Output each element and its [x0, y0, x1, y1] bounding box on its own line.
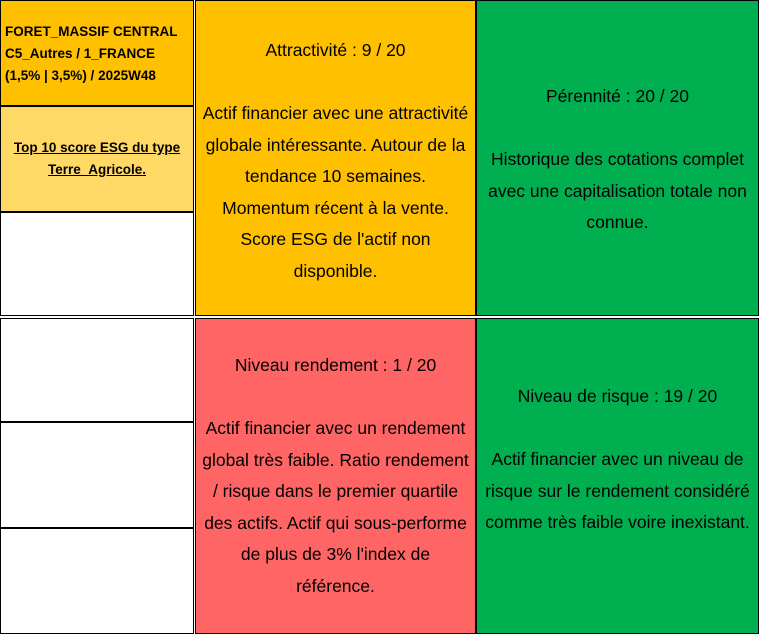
blank-cell-1	[0, 212, 194, 316]
perennite-panel	[476, 0, 759, 316]
rendement-heading: Niveau rendement : 1 / 20	[234, 355, 437, 375]
risque-text: Actif financier avec un niveau de risque sur le rendement considéré comme très faible voire inexistant.	[485, 449, 750, 532]
top10-esg-link-line2[interactable]: Terre_Agricole.	[47, 162, 147, 177]
attractivite-heading: Attractivité : 9 / 20	[265, 40, 406, 60]
blank-cell-2	[0, 318, 194, 422]
rendement-text: Actif financier avec un rendement global très faible. Ratio rendement / risque dans le premier quartile des actifs. Actif qui sous-performe de plus de 3% l'index de référence.	[202, 418, 469, 596]
asset-range-week: (1,5% | 3,5%) / 2025W48	[5, 68, 156, 83]
attractivite-text: Actif financier avec une attractivité globale intéressante. Autour de la tendance 10 semaines. Momentum récent à la vente. Score ESG de l'actif non disponible.	[202, 103, 469, 281]
top10-esg-link[interactable]	[0, 106, 194, 212]
perennite-heading: Pérennité : 20 / 20	[545, 86, 690, 106]
asset-name: FORET_MASSIF CENTRAL	[5, 24, 178, 39]
risque-heading: Niveau de risque : 19 / 20	[517, 386, 718, 406]
blank-cell-3	[0, 422, 194, 528]
asset-title-cell	[0, 0, 194, 106]
risque-panel	[476, 318, 759, 634]
perennite-text: Historique des cotations complet avec une capitalisation totale non connue.	[488, 149, 747, 232]
blank-cell-4	[0, 528, 194, 634]
asset-category: C5_Autres / 1_FRANCE	[5, 46, 156, 61]
rendement-panel	[195, 318, 476, 634]
top10-esg-link-line1[interactable]: Top 10 score ESG du type	[13, 140, 181, 155]
attractivite-panel	[195, 0, 476, 316]
